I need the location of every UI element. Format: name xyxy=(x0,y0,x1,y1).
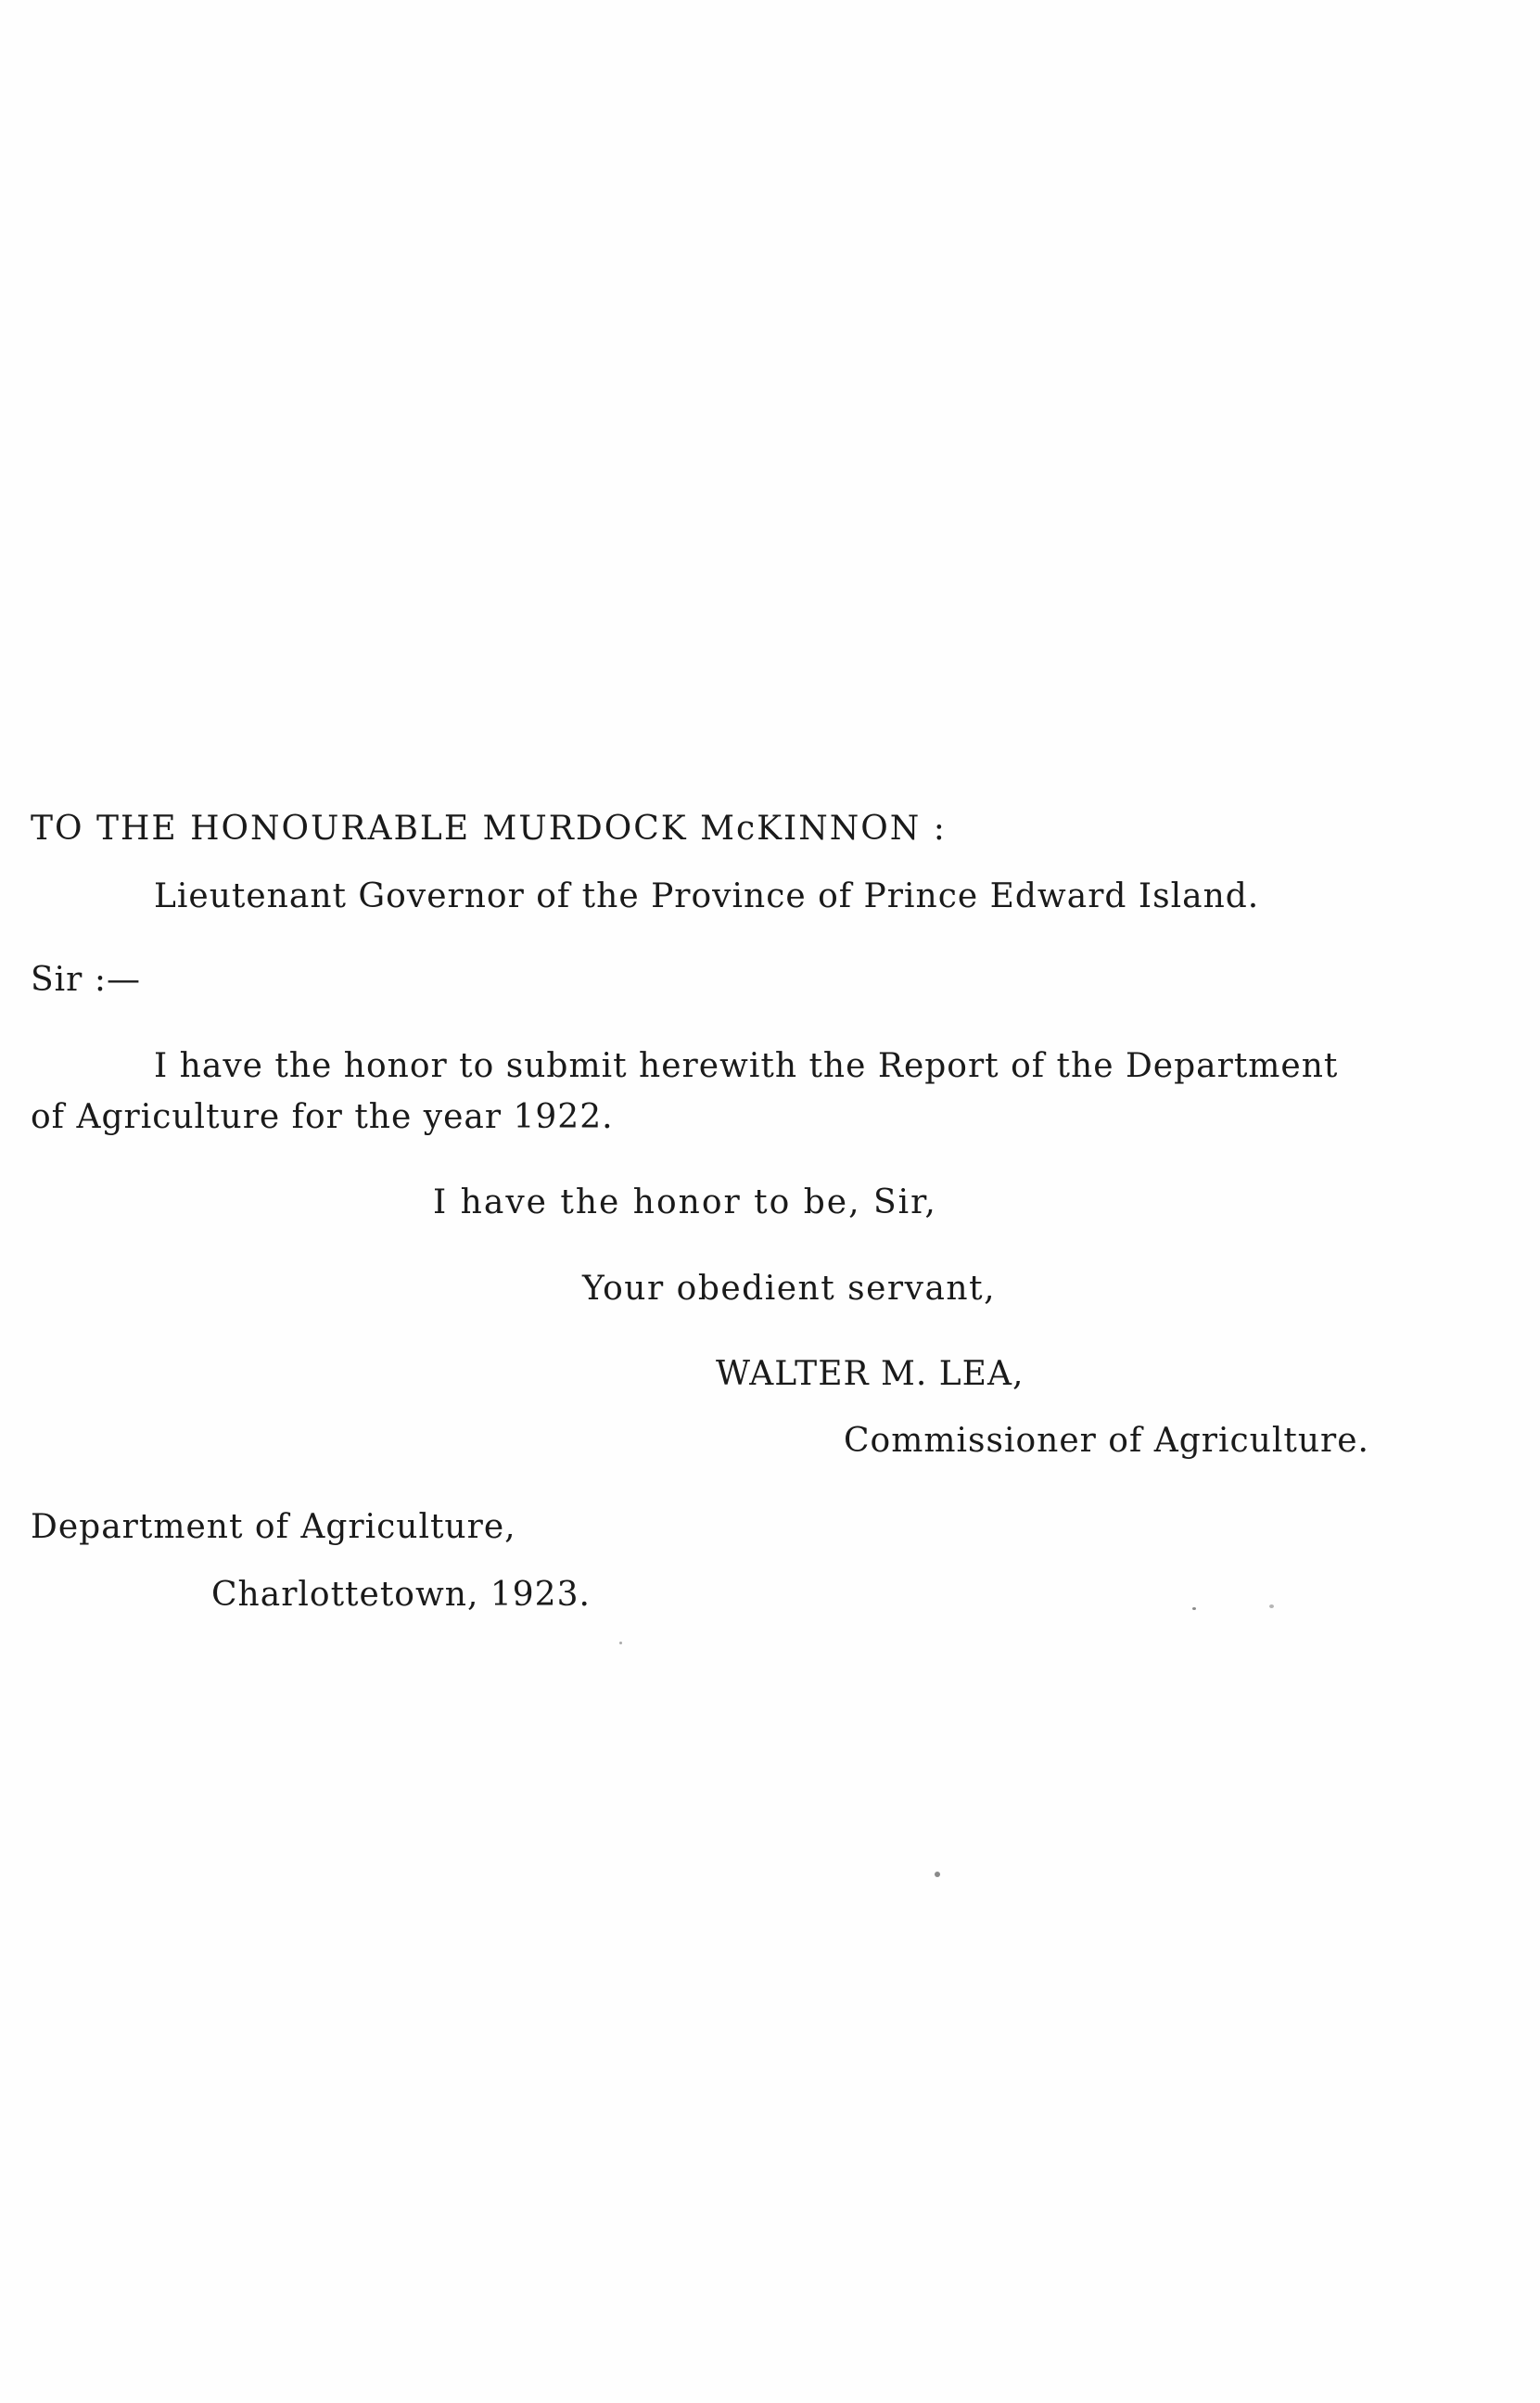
signatory-title: Commissioner of Agriculture. xyxy=(844,1422,1369,1460)
signatory-name: WALTER M. LEA, xyxy=(716,1355,1025,1393)
complimentary-close: Your obedient servant, xyxy=(582,1270,997,1308)
department-line: Department of Agriculture, xyxy=(31,1508,516,1546)
body-paragraph-line-1: I have the honor to submit herewith the Report of the Department xyxy=(154,1047,1339,1085)
scan-speck xyxy=(935,1872,940,1877)
closing-line: I have the honor to be, Sir, xyxy=(433,1183,937,1221)
scan-speck xyxy=(1192,1607,1196,1610)
addressee-line: TO THE HONOURABLE MURDOCK McKINNON : xyxy=(31,810,947,848)
addressee-title-line: Lieutenant Governor of the Province of Prince Edward Island. xyxy=(154,877,1260,915)
scan-speck xyxy=(1269,1604,1274,1608)
body-paragraph-line-2: of Agriculture for the year 1922. xyxy=(31,1098,614,1136)
place-date-line: Charlottetown, 1923. xyxy=(211,1576,591,1614)
scan-speck xyxy=(619,1642,622,1644)
salutation: Sir :— xyxy=(31,961,141,999)
